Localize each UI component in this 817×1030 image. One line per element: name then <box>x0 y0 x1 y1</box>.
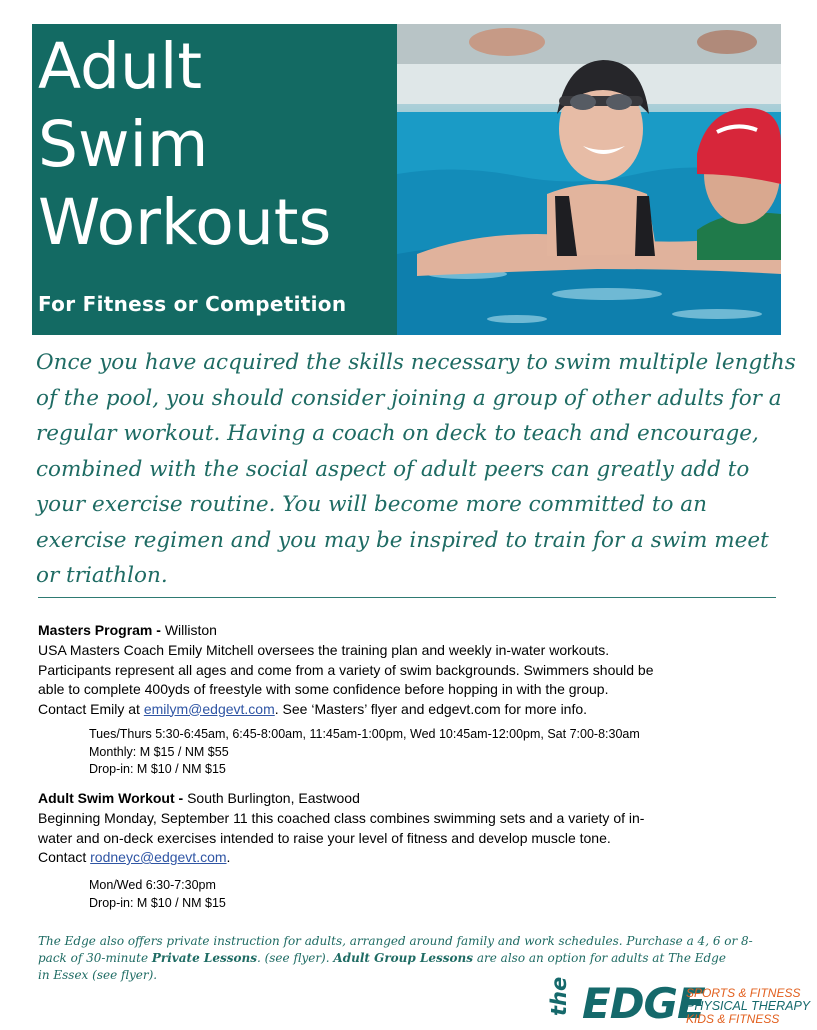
title-line: Swim <box>38 108 209 181</box>
masters-contact-prefix: Contact Emily at <box>38 700 140 717</box>
adult-workout-heading <box>38 789 360 808</box>
swimmers-photo <box>397 24 781 335</box>
masters-location: Williston <box>164 622 217 638</box>
page-subtitle: For Fitness or Competition <box>38 292 347 316</box>
adult-workout-schedule <box>89 877 226 912</box>
masters-line: USA Masters Coach Emily Mitchell oversees the training plan and weekly in-water workouts. <box>38 642 610 658</box>
masters-line: able to complete 400yds of freestyle with some confidence before hopping in with the group. <box>38 681 609 697</box>
logo-service: SPORTS & FITNESS <box>686 986 801 1000</box>
masters-contact <box>38 700 783 720</box>
intro-line: regular workout. Having a coach on deck to teach and encourage, <box>36 421 759 446</box>
title-banner <box>32 24 397 335</box>
schedule-line: Monthly: M $15 / NM $55 <box>89 744 229 759</box>
schedule-line: Drop-in: M $10 / NM $15 <box>89 895 226 910</box>
adult-workout-description <box>38 809 783 868</box>
adult-workout-name: Adult Swim Workout - <box>38 790 184 806</box>
masters-name: Masters Program - <box>38 622 161 638</box>
note-text: . (see flyer). <box>256 951 330 965</box>
title-line: Workouts <box>38 186 332 259</box>
masters-contact-suffix: . See ‘Masters’ flyer and edgevt.com for more info. <box>274 700 588 717</box>
note-text: are also an option for adults at The Edge <box>476 951 726 965</box>
divider <box>38 597 776 598</box>
masters-email-link[interactable]: emilym@edgevt.com <box>143 700 275 717</box>
intro-line: your exercise routine. You will become more committed to an <box>36 492 707 517</box>
logo-edge: EDGE <box>582 979 705 1028</box>
swimmers-illustration <box>397 24 781 335</box>
logo-the: the <box>547 976 571 1016</box>
adult-workout-email-link[interactable]: rodneyc@edgevt.com <box>90 849 227 865</box>
group-lessons-label: Adult Group Lessons <box>333 951 474 965</box>
adult-workout-line: water and on-deck exercises intended to raise your level of fitness and develop muscle tone. <box>38 829 611 846</box>
intro-line: or triathlon. <box>36 563 168 588</box>
header <box>32 24 781 335</box>
the-edge-logo <box>547 976 811 1030</box>
masters-line: Participants represent all ages and come from a variety of swim backgrounds. Swimmers should be <box>38 661 654 678</box>
schedule-line: Mon/Wed 6:30-7:30pm <box>89 878 216 892</box>
schedule-line: Drop-in: M $10 / NM $15 <box>89 762 226 776</box>
intro-paragraph <box>36 345 796 594</box>
adult-workout-line: Beginning Monday, September 11 this coached class combines swimming sets and a variety of in- <box>38 810 645 826</box>
title-line: Adult <box>38 30 203 103</box>
private-lessons-label: Private Lessons <box>151 951 257 965</box>
private-lessons-note <box>38 933 778 984</box>
adult-workout-location: South Burlington, Eastwood <box>187 790 360 806</box>
logo-services <box>686 987 810 1025</box>
logo-service: PHYSICAL THERAPY <box>686 999 811 1013</box>
intro-line: Once you have acquired the skills necessary to swim multiple lengths <box>36 350 796 375</box>
adult-workout-contact-prefix: Contact <box>38 849 87 865</box>
schedule-line: Tues/Thurs 5:30-6:45am, 6:45-8:00am, 11:45am-1:00pm, Wed 10:45am-12:00pm, Sat 7:00-8:30am <box>89 727 640 741</box>
note-line <box>38 950 778 967</box>
masters-description <box>38 641 783 719</box>
intro-line: exercise regimen and you may be inspired to train for a swim meet <box>36 527 769 553</box>
adult-workout-contact-suffix: . <box>226 849 231 865</box>
page-title <box>38 28 331 262</box>
masters-heading <box>38 621 217 640</box>
logo-service: KIDS & FITNESS <box>686 1012 780 1026</box>
note-line: The Edge also offers private instruction for adults, arranged around family and work schedules. Purchase a 4, 6 or 8- <box>38 934 753 948</box>
adult-workout-contact <box>38 848 783 868</box>
masters-schedule <box>89 726 640 779</box>
intro-line: combined with the social aspect of adult peers can greatly add to <box>36 456 750 482</box>
note-line: in Essex (see flyer). <box>38 968 158 982</box>
note-text: pack of 30-minute <box>38 951 149 965</box>
intro-line: of the pool, you should consider joining a group of other adults for a <box>36 385 782 411</box>
